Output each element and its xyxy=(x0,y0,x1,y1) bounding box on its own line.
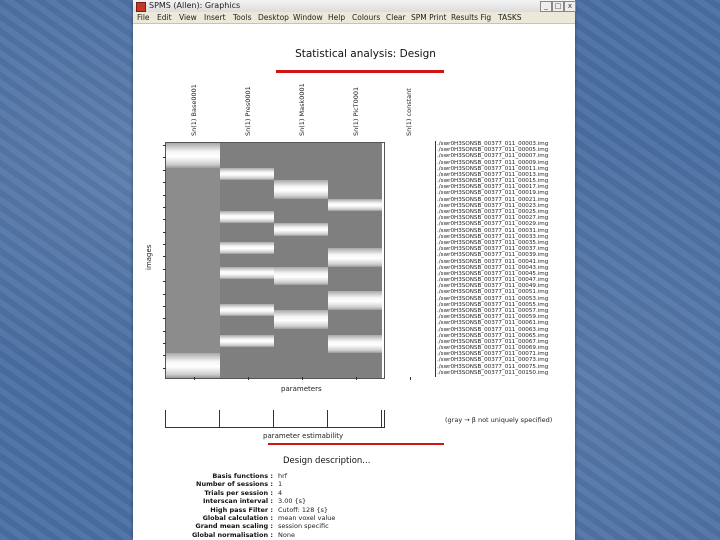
y-tick xyxy=(163,219,166,220)
description-label: Grand mean scaling : xyxy=(195,522,273,531)
y-tick xyxy=(163,269,166,270)
file-list-item: ./swr0H3SONSB_00377_011_00073.img xyxy=(437,357,549,364)
y-tick xyxy=(163,232,166,233)
y-tick xyxy=(163,244,166,245)
design-regressor-block xyxy=(220,168,274,180)
file-list-item: ./swr0H3SONSB_00377_011_00025.img xyxy=(437,209,549,216)
x-tick xyxy=(194,377,195,380)
file-list-item: ./swr0H3SONSB_00377_011_00051.img xyxy=(437,289,549,296)
design-column xyxy=(220,143,274,378)
design-regressor-block xyxy=(166,353,220,378)
menu-file[interactable]: File xyxy=(137,13,150,22)
y-tick xyxy=(163,331,166,332)
file-list-item: ./swr0H3SONSB_00377_011_00045.img xyxy=(437,270,549,277)
y-tick xyxy=(163,145,166,146)
menu-tools[interactable]: Tools xyxy=(233,13,252,22)
y-tick xyxy=(163,306,166,307)
description-value: 1 xyxy=(278,480,283,489)
design-regressor-block xyxy=(328,248,382,267)
menu-desktop[interactable]: Desktop xyxy=(258,13,289,22)
x-tick xyxy=(356,377,357,380)
description-value: mean voxel value xyxy=(278,514,336,522)
file-list-item: ./swr0H3SONSB_00377_011_00011.img xyxy=(437,165,549,172)
design-regressor-block xyxy=(220,304,274,316)
y-tick xyxy=(163,343,166,344)
design-column xyxy=(166,143,220,378)
description-label: Basis functions : xyxy=(212,472,273,480)
description-label: Trials per session : xyxy=(204,488,273,497)
design-regressor-block xyxy=(328,335,382,354)
file-list-item: ./swr0H3SONSB_00377_011_00057.img xyxy=(437,307,549,314)
y-tick xyxy=(163,182,166,183)
y-tick xyxy=(163,195,166,196)
x-tick xyxy=(410,377,411,380)
file-list-item: ./swr0H3SONSB_00377_011_00039.img xyxy=(437,252,549,259)
column-label: Sn(1) PicT0001 xyxy=(352,86,360,136)
file-list-item: ./swr0H3SONSB_00377_011_00043.img xyxy=(437,264,549,271)
file-list-item: ./swr0H3SONSB_00377_011_00035.img xyxy=(437,239,549,246)
description-value: hrf xyxy=(278,472,288,480)
file-list-item: ./swr0H3SONSB_00377_011_00031.img xyxy=(437,227,549,234)
y-tick xyxy=(163,281,166,282)
design-regressor-block xyxy=(328,199,382,211)
design-regressor-block xyxy=(220,211,274,223)
maximize-button[interactable]: □ xyxy=(552,1,564,12)
design-regressor-block xyxy=(274,310,328,329)
estimability-label: parameter estimability xyxy=(263,432,344,440)
menu-spm-print[interactable]: SPM Print xyxy=(411,13,447,22)
menu-tasks[interactable]: TASKS xyxy=(498,13,522,22)
column-label: Sn(1) Mask0001 xyxy=(298,83,306,136)
window-title: SPMS (Allen): Graphics xyxy=(149,1,241,10)
design-column xyxy=(274,143,328,378)
design-regressor-block xyxy=(328,291,382,310)
file-list-item: ./swr0H3SONSB_00377_011_00041.img xyxy=(437,258,549,265)
description-value: 3.00 {s} xyxy=(278,497,307,506)
design-regressor-block xyxy=(274,267,328,286)
estimability-bar xyxy=(165,410,385,428)
description-value: session specific xyxy=(278,522,329,531)
file-list-item: ./swr0H3SONSB_00377_011_00049.img xyxy=(437,283,549,290)
figure-title: Statistical analysis: Design xyxy=(295,48,436,60)
x-axis-label: parameters xyxy=(281,385,322,393)
file-list-item: ./swr0H3SONSB_00377_011_00047.img xyxy=(437,277,549,284)
minimize-button[interactable]: _ xyxy=(540,1,552,12)
close-button[interactable]: x xyxy=(564,1,576,12)
description-value: None xyxy=(278,530,295,539)
file-list-item: ./swr0H3SONSB_00377_011_00067.img xyxy=(437,338,549,345)
y-tick xyxy=(163,207,166,208)
design-column xyxy=(328,143,382,378)
file-list-item: ./swr0H3SONSB_00377_011_00019.img xyxy=(437,190,549,197)
design-matrix[interactable] xyxy=(165,142,385,379)
file-list-item: ./swr0H3SONSB_00377_011_00071.img xyxy=(437,351,549,358)
design-column-constant xyxy=(382,143,384,378)
description-value: Cutoff: 128 {s} xyxy=(278,505,329,514)
column-label: Sn(1) constant xyxy=(405,88,413,136)
menu-bar xyxy=(133,12,575,24)
estimability-divider xyxy=(219,410,220,428)
design-regressor-block xyxy=(220,267,274,279)
menu-results-fig[interactable]: Results Fig xyxy=(451,13,492,22)
column-label: Sn(1) Base0001 xyxy=(190,84,198,136)
description-label: Global normalisation : xyxy=(191,530,273,539)
file-list-item: ./swr0H3SONSB_00377_011_00013.img xyxy=(437,171,549,178)
file-list-item: ./swr0H3SONSB_00377_011_00017.img xyxy=(437,184,549,191)
file-list-item: ./swr0H3SONSB_00377_011_00021.img xyxy=(437,196,549,203)
menu-insert[interactable]: Insert xyxy=(204,13,226,22)
menu-colours[interactable]: Colours xyxy=(352,13,381,22)
estimability-note: (gray → β not uniquely specified) xyxy=(445,416,553,424)
design-regressor-block xyxy=(166,143,220,168)
file-list-item: ./swr0H3SONSB_00377_011_00055.img xyxy=(437,301,549,308)
description-label: Number of sessions : xyxy=(196,480,273,489)
file-list-item: ./swr0H3SONSB_00377_011_00023.img xyxy=(437,202,549,209)
estimability-divider xyxy=(273,410,274,428)
file-list-item: ./swr0H3SONSB_00377_011_00037.img xyxy=(437,246,549,253)
estimability-divider xyxy=(381,410,382,428)
design-regressor-block xyxy=(274,180,328,199)
y-tick xyxy=(163,256,166,257)
file-list-item: ./swr0H3SONSB_00377_011_00027.img xyxy=(437,215,549,222)
description-label: High pass Filter : xyxy=(210,505,273,514)
file-list-item: ./swr0H3SONSB_00377_011_00015.img xyxy=(437,178,549,185)
description-value: 4 xyxy=(278,488,283,497)
file-list-item: ./swr0H3SONSB_00377_011_00063.img xyxy=(437,326,549,333)
file-list-item: ./swr0H3SONSB_00377_011_00065.img xyxy=(437,332,549,339)
design-description-title: Design description... xyxy=(283,456,371,466)
file-list-item: ./swr0H3SONSB_00377_011_00033.img xyxy=(437,233,549,240)
column-label: Sn(1) Pres0001 xyxy=(244,86,252,136)
design-regressor-block xyxy=(220,242,274,254)
file-list-item: ./swr0H3SONSB_00377_011_00005.img xyxy=(437,147,549,154)
x-tick xyxy=(302,377,303,380)
graphics-window xyxy=(133,0,575,540)
matlab-icon xyxy=(136,2,146,12)
description-label: Interscan interval : xyxy=(202,497,273,506)
file-list-item: ./swr0H3SONSB_00377_011_00007.img xyxy=(437,153,549,160)
y-tick xyxy=(163,294,166,295)
y-tick xyxy=(163,318,166,319)
y-axis-label: images xyxy=(145,244,153,270)
file-list-item: ./swr0H3SONSB_00377_011_00053.img xyxy=(437,295,549,302)
section-divider xyxy=(268,443,444,445)
file-list-item: ./swr0H3SONSB_00377_011_00069.img xyxy=(437,345,549,352)
file-list-item: ./swr0H3SONSB_00377_011_00029.img xyxy=(437,221,549,228)
file-list-item: ./swr0H3SONSB_00377_011_00150.img xyxy=(437,369,549,376)
y-tick xyxy=(163,157,166,158)
menu-view[interactable]: View xyxy=(179,13,197,22)
menu-edit[interactable]: Edit xyxy=(157,13,172,22)
file-list-bracket xyxy=(435,141,436,377)
file-list-item: ./swr0H3SONSB_00377_011_00061.img xyxy=(437,320,549,327)
file-list-item: ./swr0H3SONSB_00377_011_00009.img xyxy=(437,159,549,166)
x-tick xyxy=(248,377,249,380)
file-list-item: ./swr0H3SONSB_00377_011_00003.img xyxy=(437,141,549,147)
design-regressor-block xyxy=(274,223,328,235)
y-tick xyxy=(163,355,166,356)
y-tick xyxy=(163,368,166,369)
y-tick xyxy=(163,170,166,171)
menu-help[interactable]: Help xyxy=(328,13,346,22)
menu-window[interactable]: Window xyxy=(293,13,323,22)
file-list-item: ./swr0H3SONSB_00377_011_00059.img xyxy=(437,314,549,321)
file-list-item: ./swr0H3SONSB_00377_011_00075.img xyxy=(437,363,549,370)
menu-clear[interactable]: Clear xyxy=(386,13,406,22)
title-underline xyxy=(276,70,444,73)
description-label: Global calculation : xyxy=(202,514,273,522)
estimability-divider xyxy=(327,410,328,428)
design-regressor-block xyxy=(220,335,274,347)
